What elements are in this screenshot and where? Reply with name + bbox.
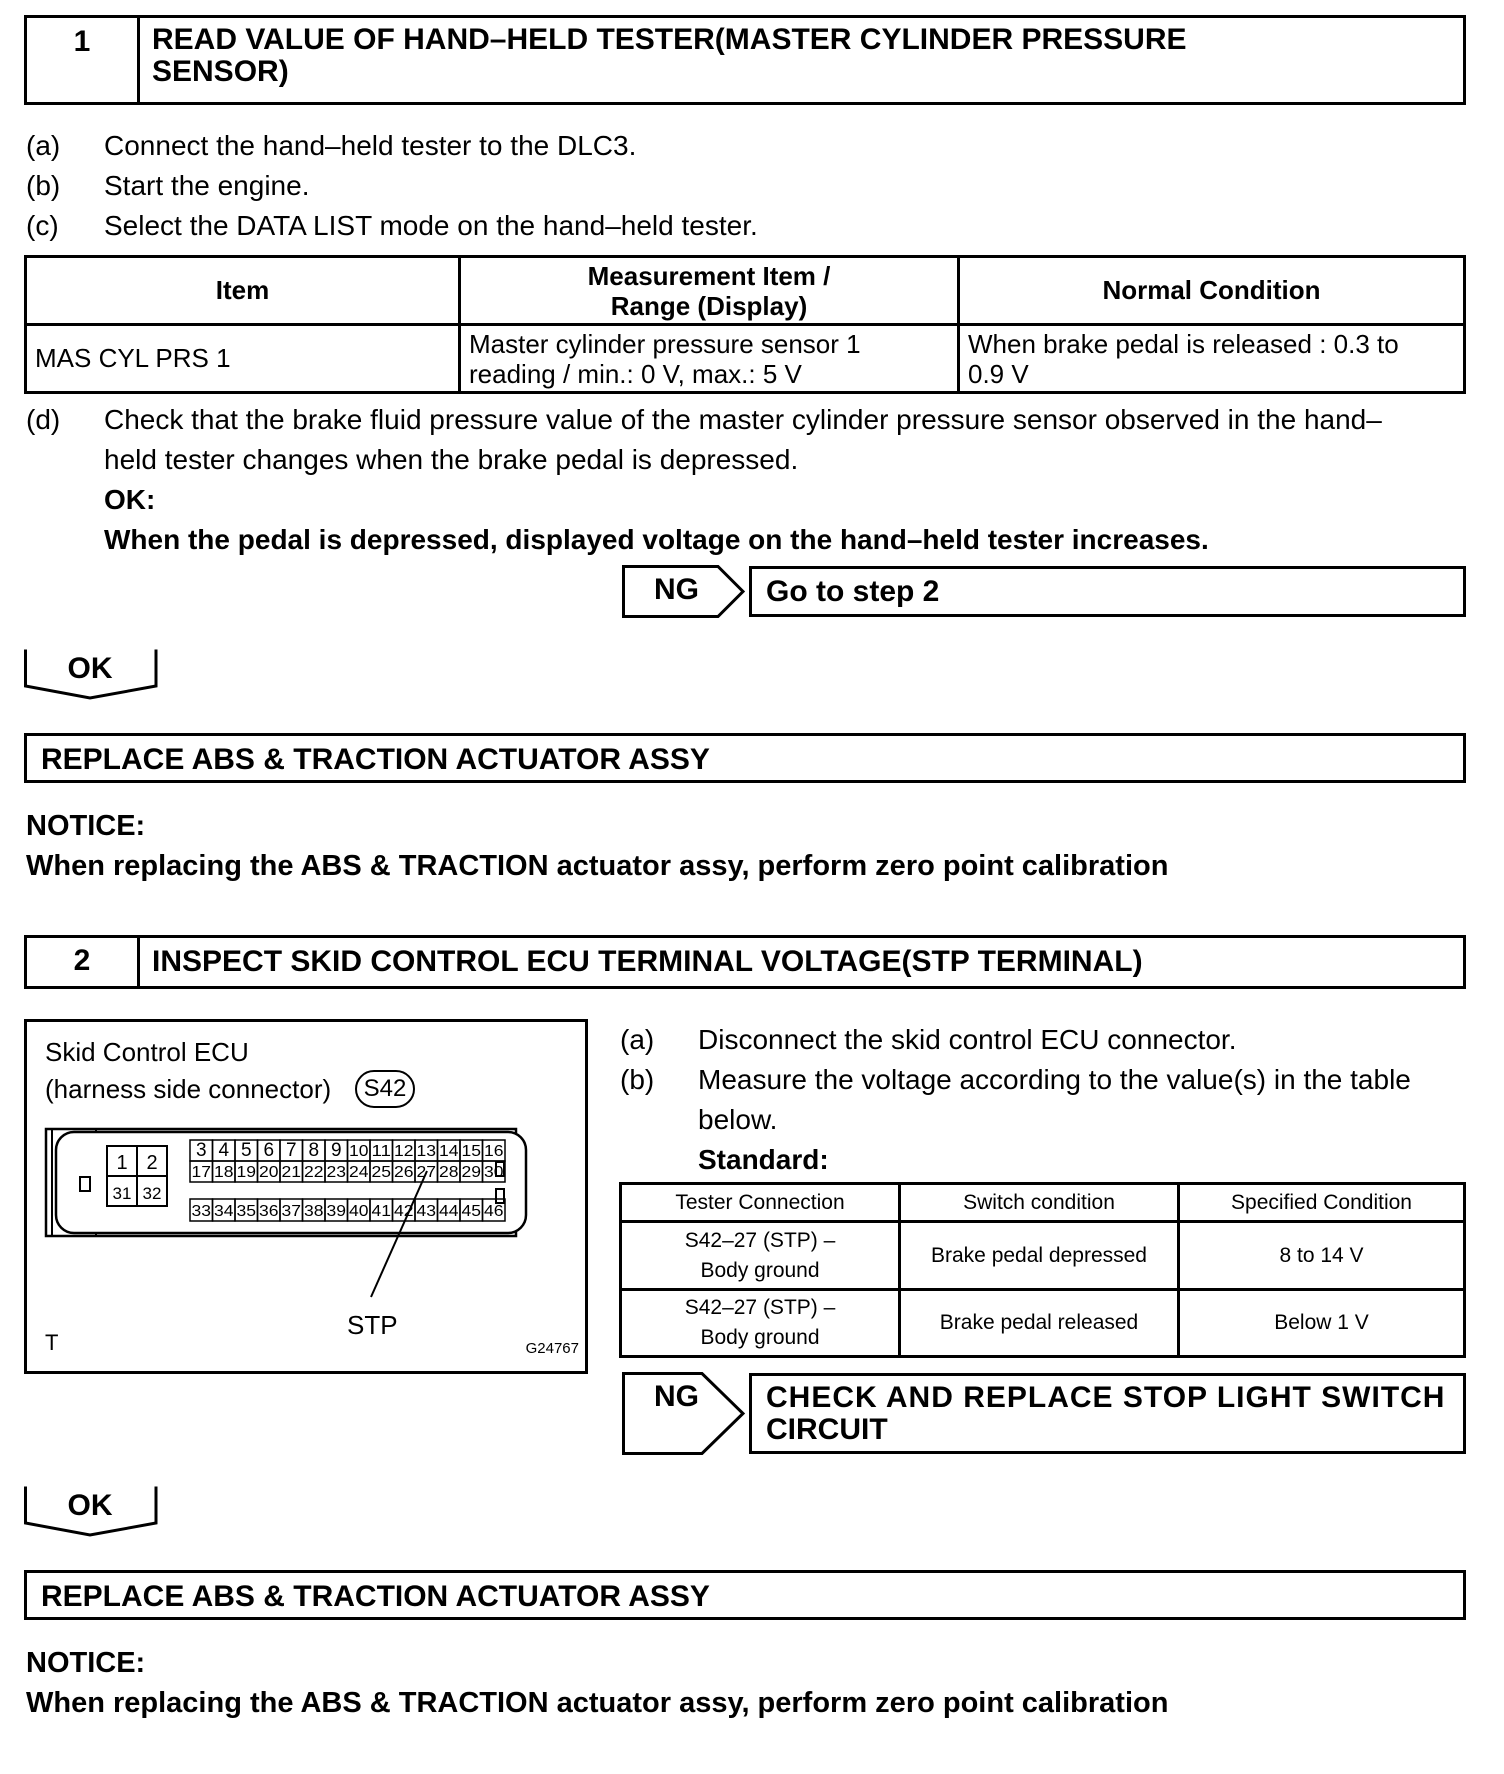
connector-pin-label: 40: [349, 1203, 369, 1220]
connector-pin-label: 34: [214, 1203, 234, 1220]
connector-pin-label: 45: [461, 1203, 482, 1220]
connector-pin-label: 39: [326, 1203, 347, 1220]
connector-pin-label: 20: [259, 1164, 279, 1181]
table-row: S42–27 (STP) – Body ground Brake pedal depressed 8 to 14 V: [621, 1222, 1465, 1290]
ng-destination-step1[interactable]: Go to step 2: [749, 566, 1466, 617]
connector-figure: [24, 1019, 588, 1374]
step1-header: [24, 15, 1466, 105]
spec-table: [619, 1182, 1466, 1358]
connector-pin-label: 25: [371, 1164, 392, 1181]
ng-indicator-step2: NG: [622, 1372, 746, 1455]
connector-drawing: [24, 1019, 588, 1374]
connector-pin-label: 36: [259, 1203, 279, 1220]
connector-pin-label: 8: [308, 1140, 320, 1161]
connector-pin-label: 7: [285, 1140, 297, 1161]
data-list-table: [24, 255, 1466, 394]
connector-pin-label: 30: [484, 1164, 504, 1181]
connector-pin-label: 19: [236, 1164, 257, 1181]
table-cell-item: MAS CYL PRS 1: [26, 325, 460, 393]
connector-pin-label: 26: [394, 1164, 414, 1181]
table-row: S42–27 (STP) – Body ground Brake pedal released Below 1 V: [621, 1290, 1465, 1357]
ng-indicator-step1: NG: [622, 565, 746, 618]
connector-pin-label: 12: [394, 1143, 414, 1160]
connector-pin-label: 11: [371, 1143, 392, 1160]
connector-pin-label: 10: [349, 1143, 369, 1160]
connector-pin-label: 13: [416, 1143, 437, 1160]
connector-pin-label: 29: [461, 1164, 482, 1181]
notice-step2: NOTICE: When replacing the ABS & TRACTION actuator assy, perform zero point calibration: [26, 1647, 1169, 1719]
connector-pin-label: 6: [263, 1140, 275, 1161]
step2-number: 2: [27, 938, 140, 986]
connector-pin-label: 18: [214, 1164, 234, 1181]
spec-header-condition: Specified Condition: [1179, 1184, 1465, 1222]
table-header-normal: Normal Condition: [959, 257, 1465, 325]
step1-number: 1: [27, 18, 140, 102]
table-header-item: Item: [26, 257, 460, 325]
connector-pin-label: 23: [326, 1164, 347, 1181]
connector-pin-label: 5: [240, 1140, 252, 1161]
connector-pin-label: 31: [112, 1184, 132, 1203]
connector-pin-label: 17: [191, 1164, 212, 1181]
connector-id-badge: S42: [355, 1070, 415, 1108]
connector-pin-label: 38: [304, 1203, 324, 1220]
connector-pin-label: 3: [195, 1140, 207, 1161]
connector-pin-label: 24: [349, 1164, 369, 1181]
connector-pin-label: 35: [236, 1203, 257, 1220]
ok-indicator-step2: OK: [24, 1485, 161, 1535]
connector-pin-label: 21: [281, 1164, 302, 1181]
connector-pin-label: 44: [439, 1203, 459, 1220]
connector-pin-label: 22: [304, 1164, 324, 1181]
connector-pin-label: 46: [484, 1203, 504, 1220]
table-cell-normal: When brake pedal is released : 0.3 to 0.9 V: [959, 325, 1465, 393]
connector-pin-label: 42: [394, 1203, 414, 1220]
connector-pin-label: 16: [484, 1143, 504, 1160]
table-row: [26, 325, 1465, 393]
connector-pin-label: 28: [439, 1164, 459, 1181]
notice-step1: NOTICE: When replacing the ABS & TRACTION actuator assy, perform zero point calibration: [26, 810, 1169, 882]
connector-pin-label: 9: [330, 1140, 342, 1161]
connector-pin-label: 37: [281, 1203, 302, 1220]
connector-pin-label: 2: [146, 1152, 158, 1174]
connector-pin-label: 4: [218, 1140, 230, 1161]
connector-pin-label: 32: [142, 1184, 162, 1203]
connector-pin-label: 1: [116, 1152, 128, 1174]
connector-pin-label: 41: [371, 1203, 392, 1220]
result-box-step2: REPLACE ABS & TRACTION ACTUATOR ASSY: [24, 1570, 1466, 1620]
corner-label: T: [45, 1330, 59, 1355]
connector-pin-label: 43: [416, 1203, 437, 1220]
step1-title: READ VALUE OF HAND–HELD TESTER(MASTER CYLINDER PRESSURE SENSOR): [152, 23, 1187, 88]
connector-pin-label: 27: [416, 1164, 437, 1181]
spec-header-switch: Switch condition: [900, 1184, 1179, 1222]
ok-indicator-step1: OK: [24, 648, 161, 698]
connector-pin-label: 33: [191, 1203, 212, 1220]
figure-title: Skid Control ECU (harness side connector): [45, 1037, 332, 1104]
result-box-step1: REPLACE ABS & TRACTION ACTUATOR ASSY: [24, 733, 1466, 783]
step2-header: [24, 935, 1466, 989]
ng-destination-step2[interactable]: CHECK AND REPLACE STOP LIGHT SWITCH CIRCUIT: [749, 1373, 1466, 1454]
spec-header-connection: Tester Connection: [621, 1184, 900, 1222]
connector-pin-label: 15: [461, 1143, 482, 1160]
step2-title: INSPECT SKID CONTROL ECU TERMINAL VOLTAGE(STP TERMINAL): [152, 945, 1143, 978]
connector-pin-label: 14: [439, 1143, 459, 1160]
figure-id: G24767: [525, 1340, 579, 1357]
table-header-measurement: Measurement Item / Range (Display): [460, 257, 959, 325]
table-cell-measurement: Master cylinder pressure sensor 1 reading / min.: 0 V, max.: 5 V: [460, 325, 959, 393]
stp-label: STP: [347, 1310, 398, 1340]
